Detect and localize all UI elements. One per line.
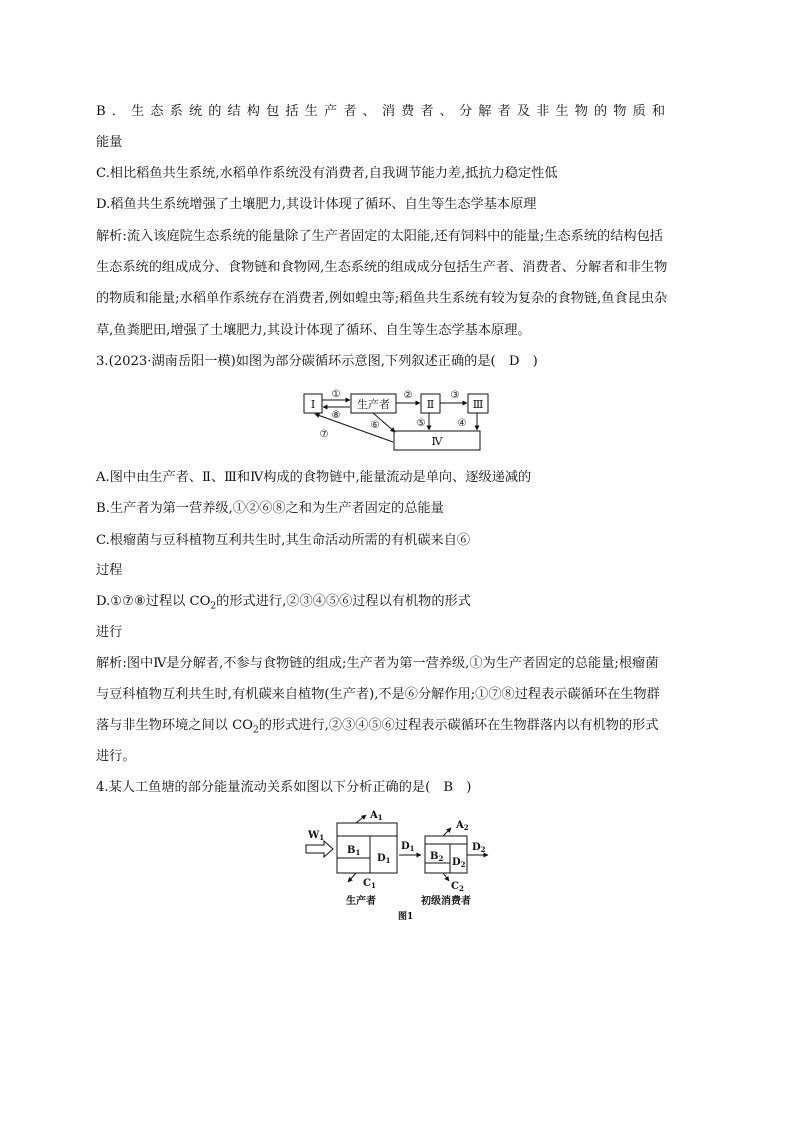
producer-caption: 生产者 <box>346 896 376 907</box>
q2-analysis-line: 草,鱼粪肥田,增强了土壤肥力,其设计体现了循环、自生等生态学基本原理。 <box>96 323 531 338</box>
figure-caption: 图1 <box>398 912 414 922</box>
d2-label: $D_2$ <box>452 857 466 869</box>
a1-arrow <box>356 815 366 823</box>
d1-transfer-label: $D_1$ <box>401 841 415 853</box>
q3-analysis-line3-pre: 落与非生物环境之间以 CO <box>96 718 253 733</box>
arrow-8-label: ⑧ <box>331 410 341 421</box>
carbon-cycle-diagram <box>295 386 500 454</box>
q2-option-b-line2: 能量 <box>96 135 123 150</box>
b1-label: $B_1$ <box>347 845 361 857</box>
arrow-2-label: ② <box>403 390 413 401</box>
q3-analysis-line4: 进行。 <box>96 749 136 764</box>
q2-option-c: C.相比稻鱼共生系统,水稻单作系统没有消费者,自我调节能力差,抵抗力稳定性低 <box>96 166 558 181</box>
consumer-caption: 初级消费者 <box>421 896 471 907</box>
q3-option-d <box>96 593 471 616</box>
node-producer-label: 生产者 <box>357 398 390 411</box>
q3-option-b: B.生产者为第一营养级,①②⑥⑧之和为生产者固定的总能量 <box>96 501 444 516</box>
c2-label: $C_2$ <box>451 881 464 893</box>
q3-option-c-cont: 过程 <box>96 563 123 578</box>
a2-label: $A_2$ <box>456 820 469 832</box>
arrow-4-label: ④ <box>457 418 467 429</box>
q3-option-d-pre: D.①⑦⑧过程以 CO <box>96 594 211 609</box>
q2-option-d: D.稻鱼共生系统增强了土壤肥力,其设计体现了循环、自生等生态学基本原理 <box>96 197 537 212</box>
node-III-label: Ⅲ <box>472 398 484 411</box>
a1-label: $A_1$ <box>370 810 383 822</box>
q3-option-d-cont: 进行 <box>96 625 123 640</box>
d2-outflow-label: $D_2$ <box>472 842 486 854</box>
arrow-3-label: ③ <box>450 390 460 401</box>
q3-option-c: C.根瘤菌与豆科植物互利共生时,其生命活动所需的有机碳来自⑥ <box>96 533 471 548</box>
q3-analysis-line1: 解析:图中Ⅳ是分解者,不参与食物链的组成;生产者为第一营养级,①为生产者固定的总能量;根瘤菌 <box>96 656 659 671</box>
node-II-label: Ⅱ <box>426 398 435 411</box>
arrow-1-label: ① <box>331 389 341 400</box>
w1-hollow-arrow <box>306 841 333 857</box>
q3-analysis-line3-sub: 2 <box>252 725 259 736</box>
energy-flow-diagram <box>300 806 500 926</box>
d1-label: $D_1$ <box>377 853 391 865</box>
a2-arrow <box>443 828 451 836</box>
q2-option-b-line1: B．生态系统的结构包括生产者、消费者、分解者及非生物的物质和 <box>96 104 672 119</box>
q3-analysis-line3 <box>96 717 659 740</box>
q2-analysis-line: 的物质和能量;水稻单作系统存在消费者,例如蝗虫等;稻鱼共生系统有较为复杂的食物链,鱼食昆虫杂 <box>96 291 668 306</box>
arrow-5-label: ⑤ <box>416 418 426 429</box>
q2-analysis-line: 生态系统的组成成分、食物链和食物网,生态系统的组成成分包括生产者、消费者、分解者和非生物 <box>96 260 668 275</box>
q2-analysis-line: 解析:流入该庭院生态系统的能量除了生产者固定的太阳能,还有饲料中的能量;生态系统的结构包括 <box>96 229 663 244</box>
arrow-7-label: ⑦ <box>319 429 329 440</box>
node-I-label: Ⅰ <box>310 398 316 411</box>
q3-option-a: A.图中由生产者、Ⅱ、Ⅲ和Ⅳ构成的食物链中,能量流动是单向、逐级递减的 <box>96 470 532 485</box>
w1-label: $W_1$ <box>308 830 325 842</box>
c1-label: $C_1$ <box>363 878 376 890</box>
c1-arrow <box>348 873 356 882</box>
c2-arrow <box>443 873 449 881</box>
q3-option-d-sub: 2 <box>210 601 217 612</box>
q4-stem: 4.某人工鱼塘的部分能量流动关系如图以下分析正确的是( B ) <box>96 780 472 795</box>
q3-option-d-post: 的形式进行,②③④⑤⑥过程以有机物的形式 <box>216 594 471 609</box>
q3-analysis-line3-post: 的形式进行,②③④⑤⑥过程表示碳循环在生物群落内以有机物的形式 <box>258 718 659 733</box>
b2-label: $B_2$ <box>430 851 444 863</box>
q3-stem: 3.(2023·湖南岳阳一模)如图为部分碳循环示意图,下列叙述正确的是( D ) <box>96 354 538 369</box>
q3-analysis-line2: 与豆科植物互利共生时,有机碳来自植物(生产者),不是⑥分解作用;①⑦⑧过程表示碳循环在生物群 <box>96 687 660 702</box>
producer-box <box>337 823 397 873</box>
arrow-6-label: ⑥ <box>370 420 380 431</box>
node-IV-label: Ⅳ <box>431 435 443 448</box>
